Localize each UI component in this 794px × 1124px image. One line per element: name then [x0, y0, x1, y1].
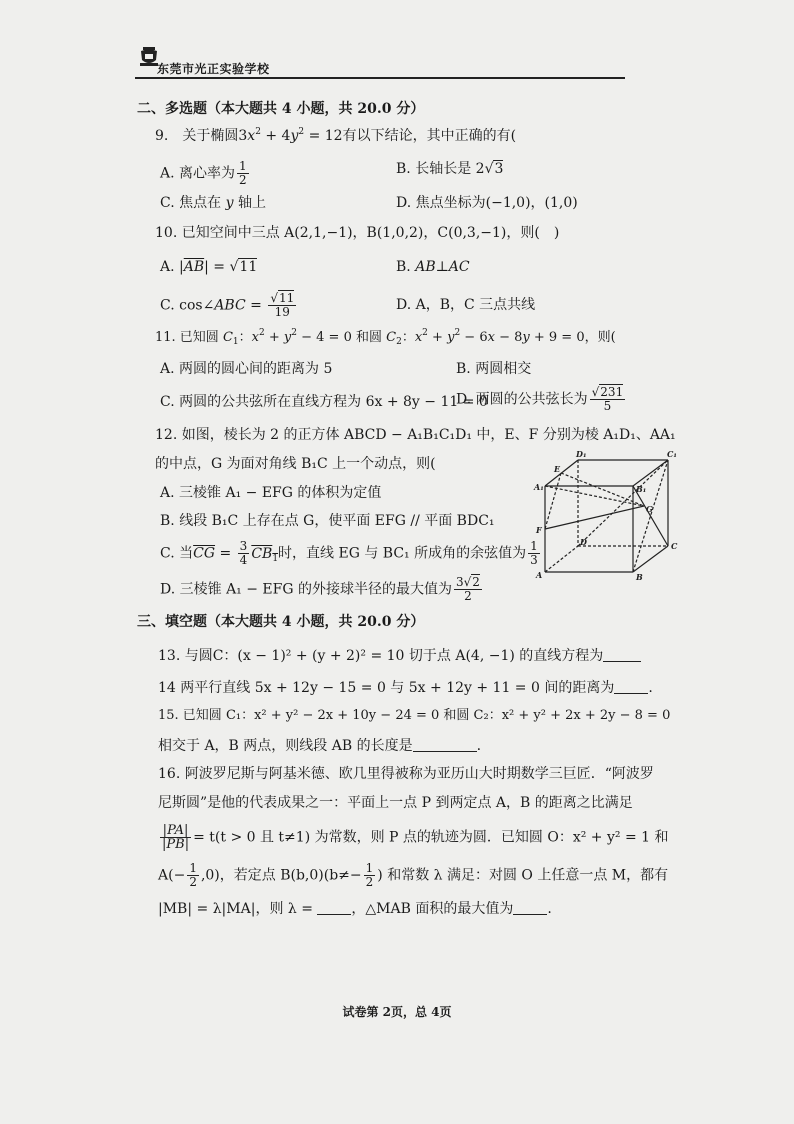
question-16-line3: $\frac{|PA|}{|PB|}$ = t(t > 0 且 t≠1) 为常数，则 P 点的轨迹为圆．已知圆 O：x² + y² = 1 和	[162, 823, 669, 852]
question-16-line4: A(− $\frac{1}{2}$ ,0)，若定点 B(b,0)(b≠− $\frac{1}{2}$ ) 和常数 λ 满足：对圆 O 上任意一点 M，都有	[158, 861, 669, 889]
answer-blank-14[interactable]	[614, 679, 648, 694]
label-b1: B₁	[636, 484, 647, 494]
seg-fg	[545, 506, 644, 529]
question-13: 13. 与圆C：(x − 1)² + (y + 2)² = 10 切于点 A(4, −1) 的直线方程为	[158, 647, 641, 665]
question-14: 14 两平行直线 5x + 12y − 15 = 0 与 5x + 12y + 11 = 0 间的距离为 .	[158, 680, 653, 696]
q12-option-c: C. 当$\overline{CG}$ = $\frac{3}{4}$ $CB_1$时，直线 EG 与 BC₁ 所成角的余弦值为 $\frac{1}{3}$	[160, 539, 538, 567]
cube-figure	[533, 450, 683, 585]
answer-blank-15[interactable]	[413, 737, 477, 752]
q10-option-b: B. AB⊥AC	[396, 259, 470, 275]
q9-option-b: B. 长轴长是 2√3	[396, 161, 504, 177]
label-f: F	[536, 525, 542, 535]
q11-option-d: D. 两圆的公共弦长为 $\frac{√231}{5}$	[456, 385, 624, 413]
label-a: A	[536, 570, 543, 580]
q11-option-a: A. 两圆的圆心间的距离为 5	[160, 361, 333, 377]
q10-option-d: D. A，B，C 三点共线	[396, 297, 536, 313]
q10-option-c: C. cos∠ABC = $\frac{√11}{19}$	[160, 291, 295, 319]
q12-option-b: B. 线段 B₁C 上存在点 G，使平面 EFG // 平面 BDC₁	[160, 513, 495, 529]
answer-blank-16-area[interactable]	[513, 900, 547, 915]
q9-option-c: C. 焦点在 y 轴上	[160, 195, 266, 211]
edge-bc	[633, 546, 668, 572]
question-9: 9. 关于椭圆$3x^2 + 4y^2 = 12$有以下结论，其中正确的有(	[155, 127, 517, 144]
question-12-line1: 12. 如图，棱长为 2 的正方体 ABCD − A₁B₁C₁D₁ 中，E、F 分别为棱 A₁D₁、AA₁	[155, 427, 676, 443]
header-divider	[135, 77, 625, 79]
q12-option-d: D. 三棱锥 A₁ − EFG 的外接球半径的最大值为 $\frac{3√2}{2}$	[160, 575, 480, 603]
label-d: D	[580, 537, 587, 547]
question-16-line2: 尼斯圆”是他的代表成果之一：平面上一点 P 到两定点 A，B 的距离之比满足	[158, 795, 633, 811]
label-g: G	[646, 504, 653, 514]
question-16-line5: |MB| = λ|MA|，则 λ = ，△MAB 面积的最大值为 .	[158, 901, 552, 917]
seg-a1g	[545, 484, 647, 506]
label-b: B	[636, 572, 643, 582]
label-e: E	[554, 464, 561, 474]
question-16-line1: 16. 阿波罗尼斯与阿基米德、欧几里得被称为亚历山大时期数学三巨匠．“阿波罗	[158, 766, 654, 782]
school-name: 东莞市光正实验学校	[157, 62, 270, 76]
label-d1: D₁	[576, 450, 587, 459]
section-title-fill-in: 三、填空题（本大题共 4 小题，共 20.0 分）	[137, 614, 425, 630]
label-c: C	[671, 541, 678, 551]
q10-option-a: A. $|\overline{AB}| = √11$	[160, 259, 258, 275]
page-footer: 试卷第 2页，总 4页	[342, 1005, 452, 1019]
label-a1: A₁	[534, 482, 544, 492]
q11-option-b: B. 两圆相交	[456, 361, 532, 377]
q9-option-a: A. 离心率为 $\frac{1}{2}$	[160, 159, 247, 187]
label-c1: C₁	[667, 450, 677, 459]
seg-ef	[545, 473, 561, 529]
q11-option-c: C. 两圆的公共弦所在直线方程为 6x + 8y − 11 = 0	[160, 394, 488, 410]
question-15-line2: 相交于 A，B 两点，则线段 AB 的长度是 .	[158, 738, 482, 754]
question-11: 11. 已知圆 $C_1$：$x^2 + y^2 - 4 = 0$ 和圆 $C_2$：$x^2 + y^2 - 6x - 8y + 9 = 0$，则(	[155, 328, 616, 347]
school-logo-icon	[139, 46, 159, 68]
section-title-multiple-choice: 二、多选题（本大题共 4 小题，共 20.0 分）	[137, 101, 425, 117]
question-10: 10. 已知空间中三点 A(2,1,−1)，B(1,0,2)，C(0,3,−1)，则( )	[155, 225, 560, 241]
diag-b1c	[633, 486, 668, 546]
q12-option-a: A. 三棱锥 A₁ − EFG 的体积为定值	[160, 485, 382, 501]
question-15-line1: 15. 已知圆 C₁：x² + y² − 2x + 10y − 24 = 0 和圆 C₂：x² + y² + 2x + 2y − 8 = 0	[158, 708, 671, 723]
answer-blank-13[interactable]	[603, 647, 641, 662]
page-header	[135, 44, 625, 80]
answer-blank-16-lambda[interactable]	[317, 900, 351, 915]
question-12-line2: 的中点，G 为面对角线 B₁C 上一个动点，则(	[155, 456, 436, 472]
seg-eg	[561, 473, 647, 506]
edge-ad-hidden	[545, 546, 578, 572]
q9-option-d: D. 焦点坐标为(−1,0)，(1,0)	[396, 195, 578, 211]
edge-b1c1	[633, 460, 668, 486]
